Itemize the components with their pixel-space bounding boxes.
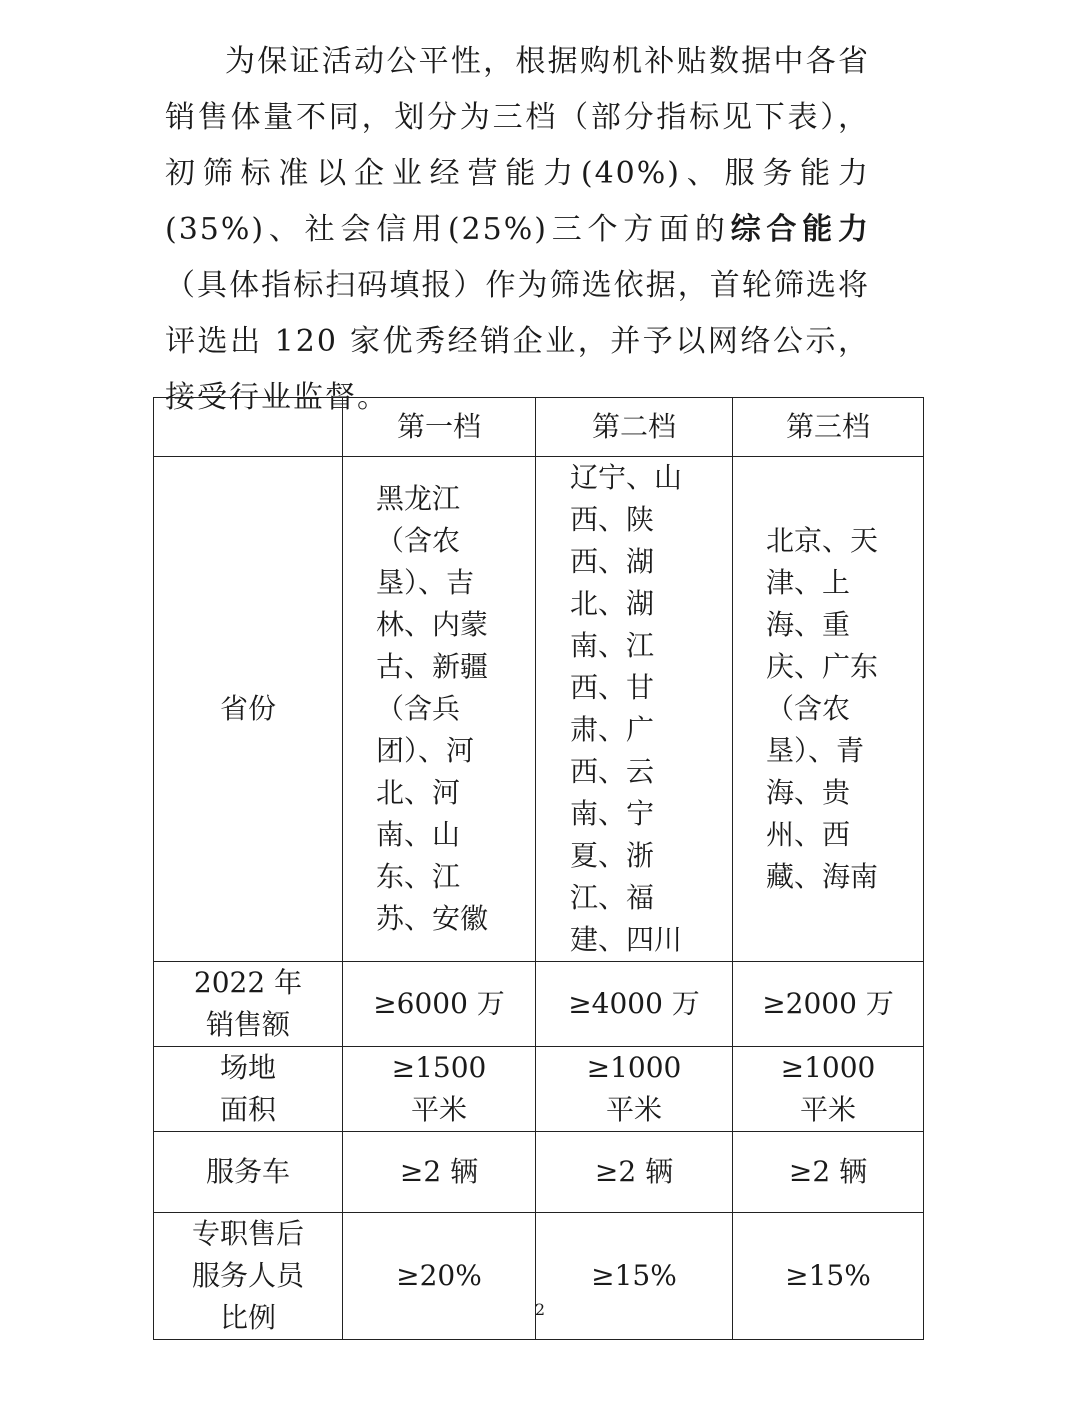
table-row-sales [154, 962, 924, 1047]
province-tier-2: 辽宁、山西、陕西、湖北、湖南、江西、甘肃、广西、云南、宁夏、浙江、福建、四川 [570, 461, 683, 956]
header-tier-2: 第二档 [536, 398, 733, 457]
area-tier-2: ≥1000 平米 [586, 1051, 682, 1126]
table-row-province [154, 457, 924, 962]
staff-ratio-tier-1: ≥20% [343, 1213, 536, 1340]
service-car-tier-3: ≥2 辆 [733, 1132, 924, 1213]
staff-ratio-tier-3: ≥15% [733, 1213, 924, 1340]
row-label-area: 场地面积 [219, 1051, 276, 1126]
table-header-row [154, 398, 924, 457]
header-empty-cell [154, 398, 343, 457]
row-label-sales: 2022 年销售额 [193, 966, 303, 1041]
page-number: 2 [534, 1300, 546, 1319]
area-tier-1-cell [343, 1047, 536, 1132]
province-tier-3-cell [733, 457, 924, 962]
row-label-service-car: 服务车 [154, 1132, 343, 1213]
row-label-staff-ratio-cell [154, 1213, 343, 1340]
table-row-area [154, 1047, 924, 1132]
table-row-service-car [154, 1132, 924, 1213]
service-car-tier-2: ≥2 辆 [536, 1132, 733, 1213]
row-label-sales-cell [154, 962, 343, 1047]
tier-table [153, 397, 924, 1340]
sales-tier-2: ≥4000 万 [536, 962, 733, 1047]
area-tier-2-cell [536, 1047, 733, 1132]
province-tier-3: 北京、天津、上海、重庆、广东（含农垦）、青海、贵州、西藏、海南 [766, 524, 879, 893]
area-tier-3: ≥1000 平米 [780, 1051, 876, 1126]
province-tier-2-cell [536, 457, 733, 962]
province-tier-1: 黑龙江（含农垦）、吉林、内蒙古、新疆（含兵团）、河北、河南、山东、江苏、安徽 [376, 482, 489, 935]
province-tier-1-cell [343, 457, 536, 962]
row-label-province: 省份 [154, 457, 343, 962]
sales-tier-3: ≥2000 万 [733, 962, 924, 1047]
service-car-tier-1: ≥2 辆 [343, 1132, 536, 1213]
row-label-area-cell [154, 1047, 343, 1132]
intro-paragraph [165, 34, 870, 426]
sales-tier-1: ≥6000 万 [343, 962, 536, 1047]
area-tier-3-cell [733, 1047, 924, 1132]
area-tier-1: ≥1500 平米 [391, 1051, 487, 1126]
row-label-staff-ratio: 专职售后服务人员比例 [191, 1217, 304, 1334]
intro-text-after: （具体指标扫码填报）作为筛选依据，首轮筛选将评选出 120 家优秀经销企业，并予以网络公示，接受行业监督。 [165, 268, 870, 415]
header-tier-1: 第一档 [343, 398, 536, 457]
staff-ratio-tier-2: ≥15% [536, 1213, 733, 1340]
intro-text-before: 为保证活动公平性，根据购机补贴数据中各省销售体量不同，划分为三档（部分指标见下表），初筛标准以企业经营能力(40%)、服务能力(35%)、社会信用(25%)三个方面的 [165, 44, 870, 247]
header-tier-3: 第三档 [733, 398, 924, 457]
table-row-staff-ratio [154, 1213, 924, 1340]
intro-emphasis: 综合能力 [730, 212, 871, 247]
